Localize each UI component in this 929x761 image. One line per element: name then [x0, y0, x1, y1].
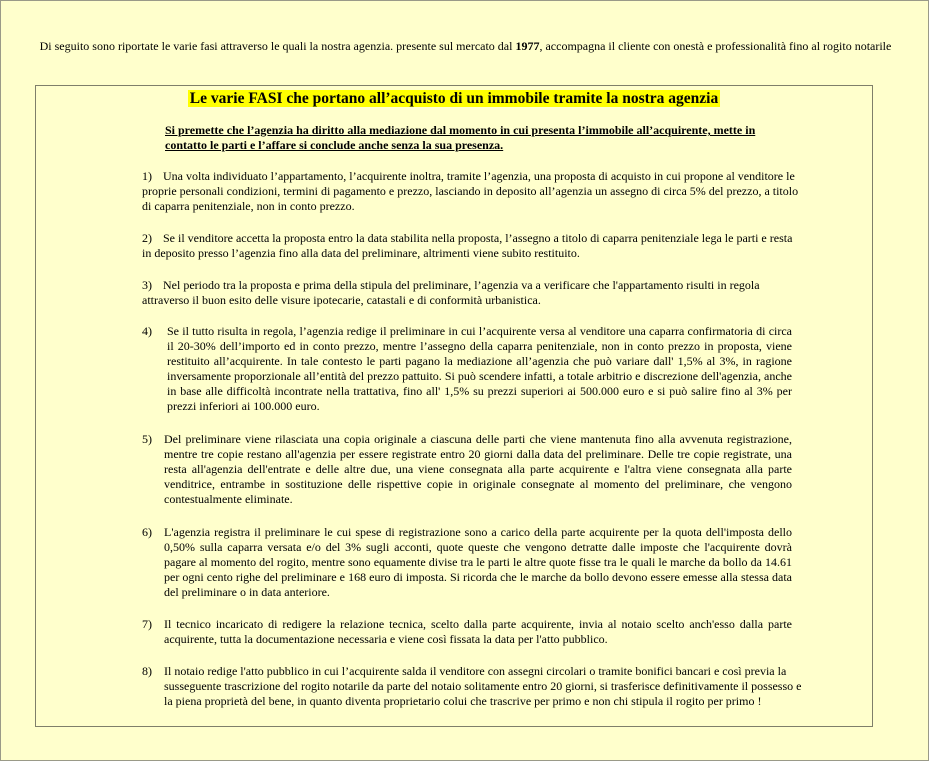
step-number: 8): [142, 664, 152, 678]
step-8: [142, 664, 804, 709]
step-text: Nel periodo tra la proposta e prima della stipula del preliminare, l’agenzia va a verificare che l'appartamento risulti in regola attraverso il buon esito delle visure ipotecarie, catastali e di conformità urbanistica.: [142, 278, 760, 307]
intro-text: Di seguito sono riportate le varie fasi attraverso le quali la nostra agenzia. presente sul mercato dal: [39, 39, 516, 53]
step-text: Se il tutto risulta in regola, l’agenzia redige il preliminare in cui l’acquirente versa al venditore una caparra confirmatoria di circa il 20-30% dell’importo ed in conto prezzo, mentre l’assegno della caparra penitenziale, non in conto prezzo in proposta, viene restituito all’acquirente. In tale contesto le parti pagano la mediazione all’agenzia che può variare dall' 1,5% al 3%, in ragione inversamente proporzionale all’entità del prezzo pattuito. Si può scendere infatti, a totale arbitrio e discrezione dell'agenzia, anche in base alle difficoltà incontrate nella trattativa, fino all' 1,5% su prezzi superiori ai 500.000 euro e si può salire fino al 3% per prezzi inferiori ai 100.000 euro.: [167, 324, 792, 413]
premise-note: Si premette che l’agenzia ha diritto alla mediazione dal momento in cui presenta l’immobile all’acquirente, mette in contatto le parti e l’affare si conclude anche senza la sua presenza.: [165, 123, 756, 152]
step-text: L'agenzia registra il preliminare le cui spese di registrazione sono a carico della parte acquirente per la quota dell'imposta dello 0,50% sulla caparra versata e/o del 3% sugli acconti, quote queste che vengono detratte dalle imposte che l'acquirente dovrà pagare al momento del rogito, mentre sono equamente divise tra le parti le altre quote fisse tra le quali le marche da bollo da 14.61 per ogni cento righe del preliminare e 168 euro di imposta. Si ricorda che le marche da bollo devono essere emesse alla stessa data del preliminare o in data anteriore.: [164, 525, 792, 599]
step-number: 5): [142, 432, 152, 446]
step-6: [142, 525, 792, 600]
step-5: [142, 432, 792, 507]
phases-heading: [36, 89, 872, 108]
step-3: [142, 278, 802, 308]
step-4: [142, 324, 792, 414]
step-text: Se il venditore accetta la proposta entro la data stabilita nella proposta, l’assegno a titolo di caparra penitenziale lega le parti e resta in deposito presso l’agenzia fino alla data del preliminare, altrimenti viene subito restituito.: [142, 231, 793, 260]
step-number: 6): [142, 525, 152, 539]
phases-box: [35, 85, 873, 727]
step-2: [142, 231, 802, 261]
step-text: Del preliminare viene rilasciata una copia originale a ciascuna delle parti che viene mantenuta fino alla avvenuta registrazione, mentre tre copie restano all'agenzia per essere registrate entro 20 giorni dalla data del preliminare. Delle tre copie registrate, una resta all'agenzia dell'entrate e delle altre due, una viene consegnata alla parte acquirente e l'altra viene consegnata alla parte venditrice, entrambe in sostituzione delle rispettive copie in originale consegnate al momento del preliminare, che vengono contestualmente eliminate.: [164, 432, 792, 506]
intro-text-end: , accompagna il cliente con onestà e professionalità fino al rogito notarile: [539, 39, 892, 53]
step-text: Il notaio redige l'atto pubblico in cui l’acquirente salda il venditore con assegni circolari o tramite bonifici bancari e così previa la susseguente trascrizione del rogito notarile da parte del notaio solitamente entro 20 giorni, si trasferisce definitivamente il possesso e la piena proprietà del bene, in quanto diventa proprietario colui che trascrive per primo e non chi stipula il rogito per primo !: [164, 664, 802, 708]
step-1: [142, 169, 810, 214]
intro-paragraph: [21, 39, 910, 54]
step-number: 1): [142, 169, 152, 183]
step-number: 7): [142, 617, 152, 631]
intro-year: 1977: [515, 39, 540, 53]
step-text: Una volta individuato l’appartamento, l’acquirente inoltra, tramite l’agenzia, una proposta di acquisto in cui propone al venditore le proprie personali condizioni, termini di pagamento e prezzo, lasciando in deposito all’agenzia un assegno di circa 5% del prezzo, a titolo di caparra penitenziale, non in conto prezzo.: [142, 169, 799, 213]
heading-text: Le varie FASI che portano all’acquisto di un immobile tramite la nostra agenzia: [189, 90, 719, 107]
step-number: 4): [142, 324, 152, 338]
step-number: 3): [142, 278, 152, 292]
step-7: [142, 617, 792, 647]
step-number: 2): [142, 231, 152, 245]
step-text: Il tecnico incaricato di redigere la relazione tecnica, scelto dalla parte acquirente, invia al notaio scelto anch'esso dalla parte acquirente, tutta la documentazione necessaria e viene così fissata la data per l'atto pubblico.: [164, 617, 792, 646]
